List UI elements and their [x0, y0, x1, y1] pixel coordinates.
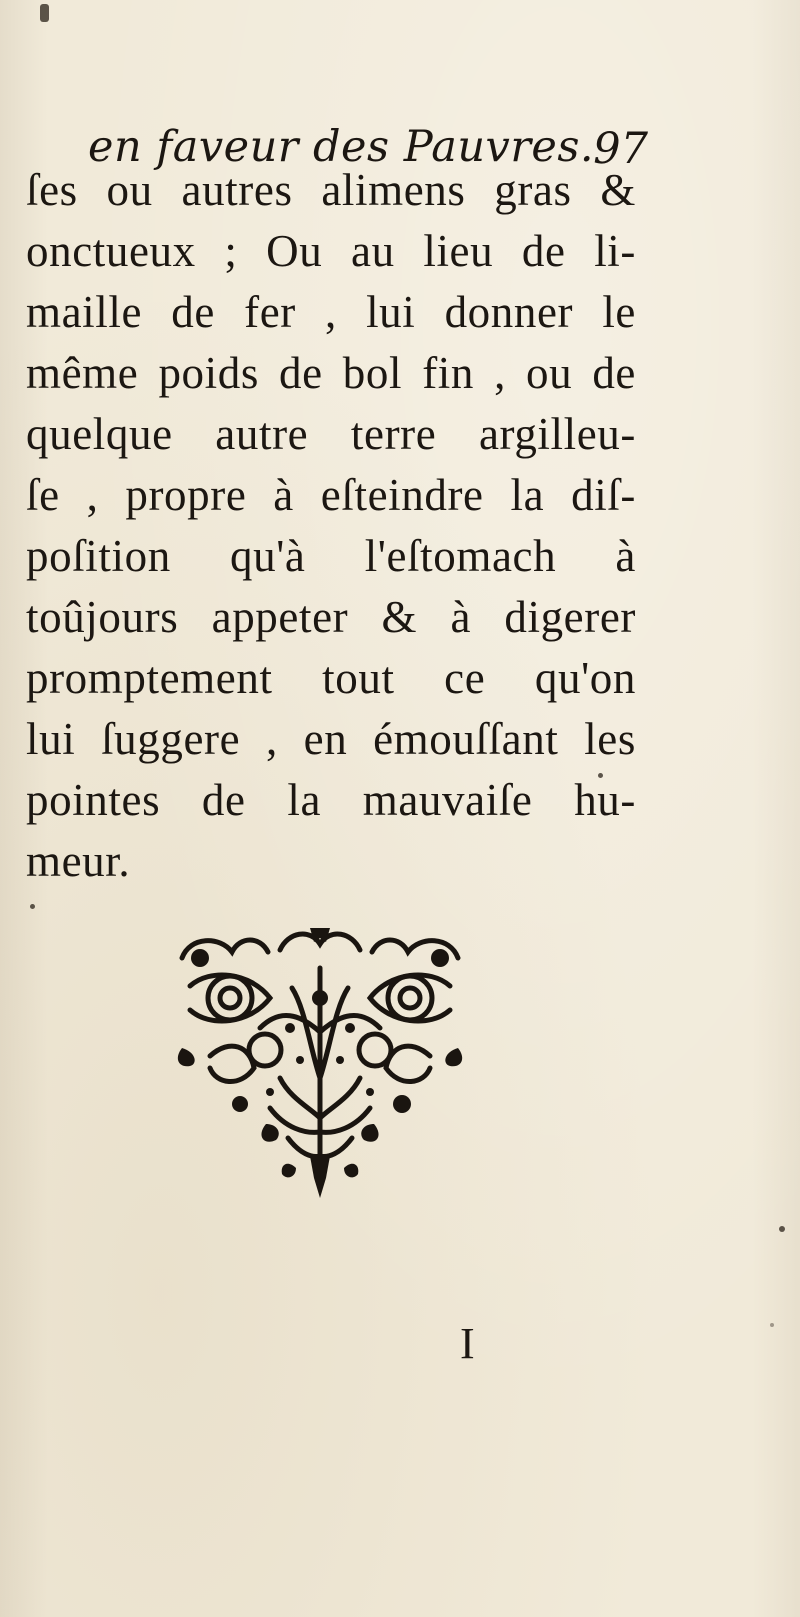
- ink-speck: [770, 1323, 774, 1327]
- ink-speck: [40, 4, 49, 22]
- text-line: lui ſuggere , en émouſſant les: [26, 714, 636, 764]
- signature-mark: I: [460, 1319, 475, 1368]
- running-title: en faveur des Pauvres.: [88, 122, 595, 172]
- text-line: maille de fer , lui donner le: [26, 287, 636, 337]
- text-line: ſe , propre à eſteindre la diſ-: [26, 470, 636, 520]
- floral-ornament-icon: [170, 928, 470, 1200]
- text-line: meur.: [26, 836, 131, 886]
- body-text: [26, 160, 636, 892]
- ink-speck: [779, 1226, 785, 1232]
- text-line: quelque autre terre argilleu-: [26, 409, 636, 459]
- text-line: toûjours appeter & à digerer: [26, 592, 636, 642]
- text-line: onctueux ; Ou au lieu de li-: [26, 226, 636, 276]
- ink-speck: [30, 904, 35, 909]
- text-line: promptement tout ce qu'on: [26, 653, 636, 703]
- text-line: pointes de la mauvaiſe hu-: [26, 775, 636, 825]
- text-line: poſition qu'à l'eſtomach à: [26, 531, 636, 581]
- text-line: ſes ou autres alimens gras &: [26, 165, 636, 215]
- text-line: même poids de bol fin , ou de: [26, 348, 636, 398]
- page-number: 97: [593, 124, 648, 174]
